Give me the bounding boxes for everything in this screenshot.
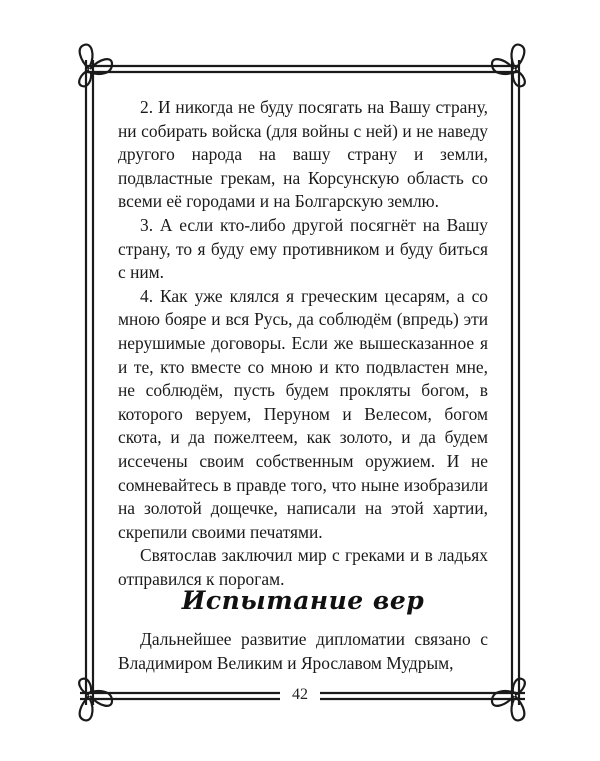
paragraph-diplomacy: Дальнейшее развитие дипломатии связано с Владимиром Великим и Ярославом Мудрым, (118, 629, 488, 673)
section-heading: Испытание вер (181, 586, 425, 615)
paragraph-clause-4: 4. Как уже клялся я греческим цесарям, а со мною бояре и вся Русь, да соблюдём (впредь) эти нерушимые договоры. Если же вышесказанное я и те, кто вместе со мною и кто подвластен мне, не соблюдём, пусть будем прокляты богом, в которого веруем, Перуном и Велесом, богом скота, и да пожелтеем, как золото, и да будем иссечены своим собственным оружием. И не сомневайтесь в правде того, что ныне изобразили на золотой дощечке, написали на этой хартии, скрепили своими печатями. (118, 285, 488, 542)
paragraph-clause-3: 3. А если кто-либо другой посягнёт на Вашу страну, то я буду ему противником и буду биться с ним. (118, 214, 488, 283)
body-text (118, 96, 488, 591)
page-number: 42 (280, 686, 320, 704)
paragraph-svyatoslav: Святослав заключил мир с греками и в ладьях отправился к порогам. (118, 545, 488, 589)
section-body-text (118, 628, 488, 675)
paragraph-clause-2: 2. И никогда не буду посягать на Вашу страну, ни собирать войска (для войны с ней) и не наведу другого народа на вашу страну и земли, подвластные грекам, на Корсунскую область со всеми её городами и на Болгарскую землю. (118, 97, 488, 212)
